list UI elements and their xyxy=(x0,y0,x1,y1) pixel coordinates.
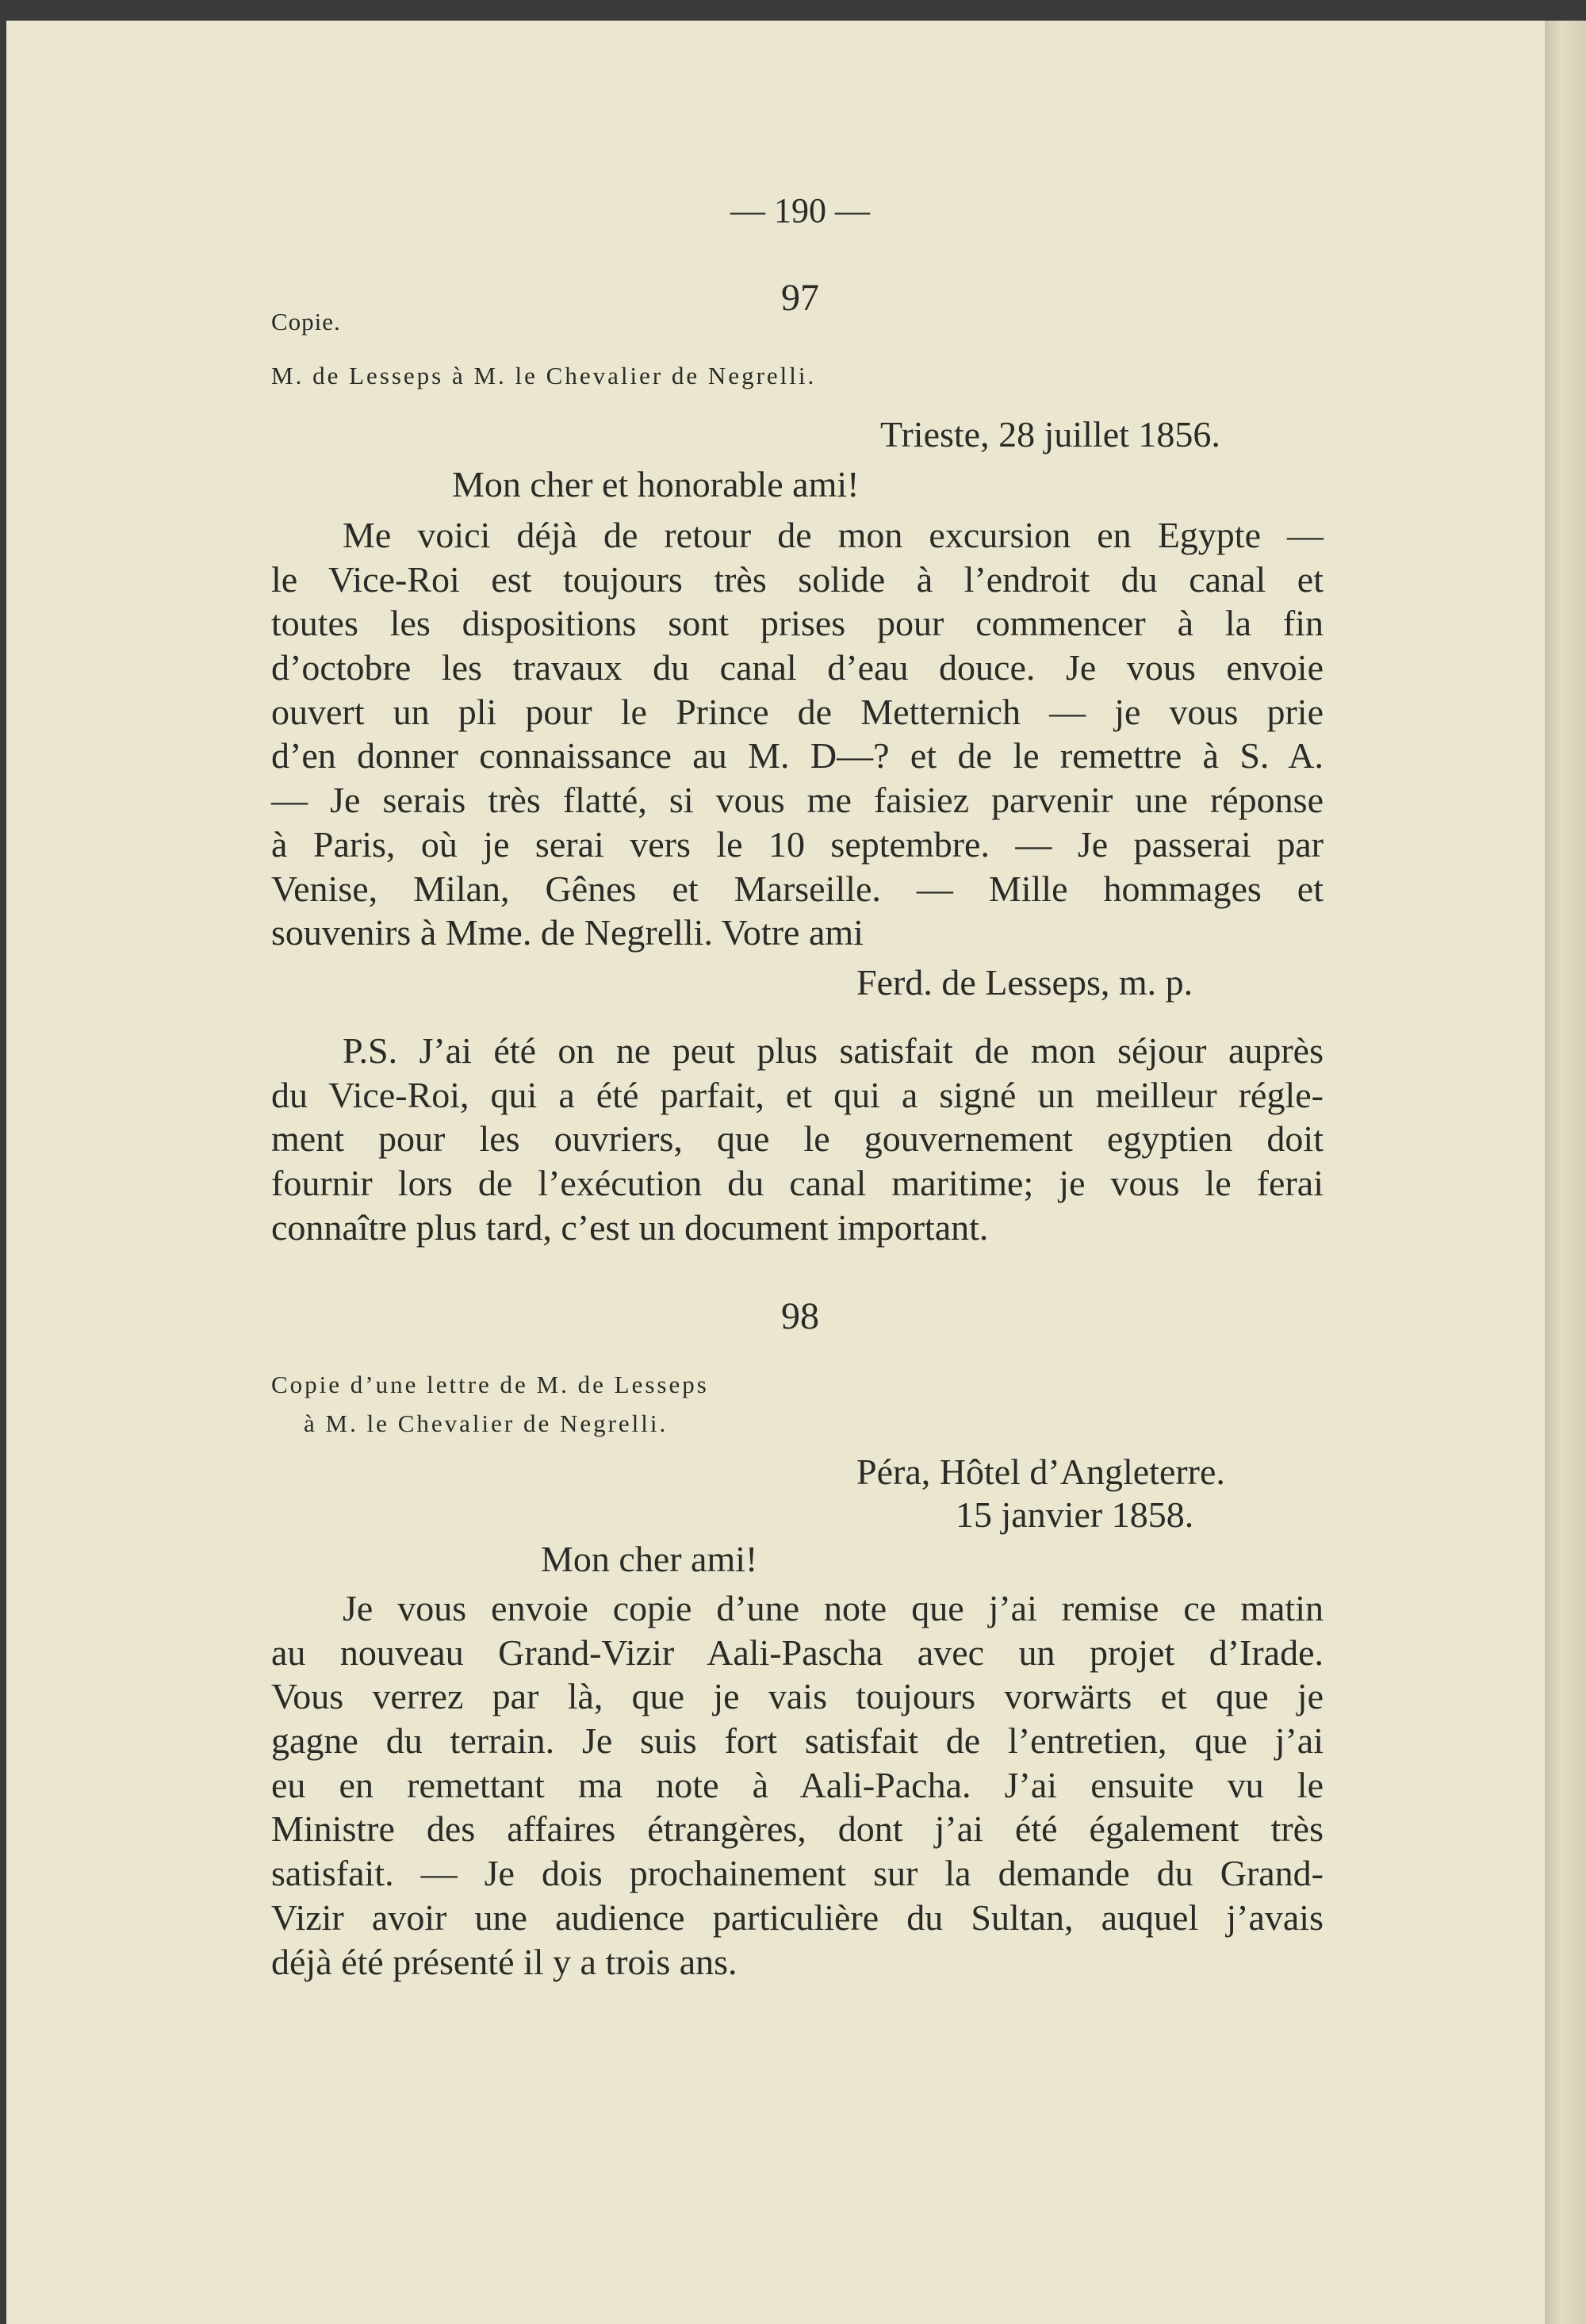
letter-heading: à M. le Chevalier de Negrelli. xyxy=(304,1409,668,1437)
letter-heading: M. de Lesseps à M. le Chevalier de Negrelli. xyxy=(271,362,817,389)
body-line: souvenirs à Mme. de Negrelli. Votre ami xyxy=(271,912,864,953)
page-number: — 190 — xyxy=(730,191,870,230)
ps-line: du Vice-Roi, qui a été parfait, et qui a signé un meilleur régle- xyxy=(271,1074,1324,1115)
body-line: ouvert un pli pour le Prince de Metternich — je vous prie xyxy=(271,691,1324,732)
letter-body xyxy=(271,513,1324,955)
date: 15 janvier 1858. xyxy=(956,1494,1194,1535)
body-line: — Je serais très flatté, si vous me faisiez parvenir une réponse xyxy=(271,780,1324,821)
body-line: le Vice-Roi est toujours très solide à l’endroit du canal et xyxy=(271,558,1324,600)
place-date: Trieste, 28 juillet 1856. xyxy=(880,414,1220,454)
letter-number: 97 xyxy=(781,277,819,319)
postscript xyxy=(271,1029,1324,1249)
copy-label: Copie. xyxy=(271,308,341,336)
body-line: gagne du terrain. Je suis fort satisfait de l’entretien, que j’ai xyxy=(271,1720,1324,1762)
body-line: Vizir avoir une audience particulière du Sultan, auquel j’avais xyxy=(271,1896,1324,1938)
ps-line: ment pour les ouvriers, que le gouvernement egyptien doit xyxy=(271,1118,1324,1160)
letter-number: 98 xyxy=(781,1295,819,1337)
ps-line: fournir lors de l’exécution du canal maritime; je vous le ferai xyxy=(271,1163,1324,1204)
body-line: déjà été présenté il y a trois ans. xyxy=(271,1941,737,1982)
body-line: satisfait. — Je dois prochainement sur la demande du Grand- xyxy=(271,1853,1324,1894)
body-line: au nouveau Grand-Vizir Aali-Pascha avec un projet d’Irade. xyxy=(271,1632,1324,1673)
letter-heading: Copie d’une lettre de M. de Lesseps xyxy=(271,1371,709,1398)
body-line: Ministre des affaires étrangères, dont j’ai été également très xyxy=(271,1808,1324,1850)
salutation: Mon cher ami! xyxy=(541,1539,758,1579)
page-edge xyxy=(1545,21,1586,2324)
ps-line: connaître plus tard, c’est un document important. xyxy=(271,1206,989,1248)
body-line: Me voici déjà de retour de mon excursion en Egypte — xyxy=(343,515,1324,555)
body-line: d’en donner connaissance au M. D—? et de le remettre à S. A. xyxy=(271,735,1324,777)
body-line: toutes les dispositions sont prises pour commencer à la fin xyxy=(271,603,1324,644)
letter-body xyxy=(271,1586,1324,1984)
salutation: Mon cher et honorable ami! xyxy=(452,464,860,504)
body-line: eu en remettant ma note à Aali-Pacha. J’ai ensuite vu le xyxy=(271,1764,1324,1805)
body-line: Vous verrez par là, que je vais toujours vorwärts et que je xyxy=(271,1676,1324,1717)
body-line: d’octobre les travaux du canal d’eau douce. Je vous envoie xyxy=(271,647,1324,688)
signature: Ferd. de Lesseps, m. p. xyxy=(856,962,1193,1003)
body-line: Venise, Milan, Gênes et Marseille. — Mille hommages et xyxy=(271,868,1324,909)
body-line: à Paris, où je serai vers le 10 septembre. — Je passerai par xyxy=(271,823,1324,865)
body-line: Je vous envoie copie d’une note que j’ai remise ce matin xyxy=(343,1588,1324,1628)
place: Péra, Hôtel d’Angleterre. xyxy=(856,1452,1225,1492)
ps-line: P.S. J’ai été on ne peut plus satisfait de mon séjour auprès xyxy=(343,1030,1324,1071)
